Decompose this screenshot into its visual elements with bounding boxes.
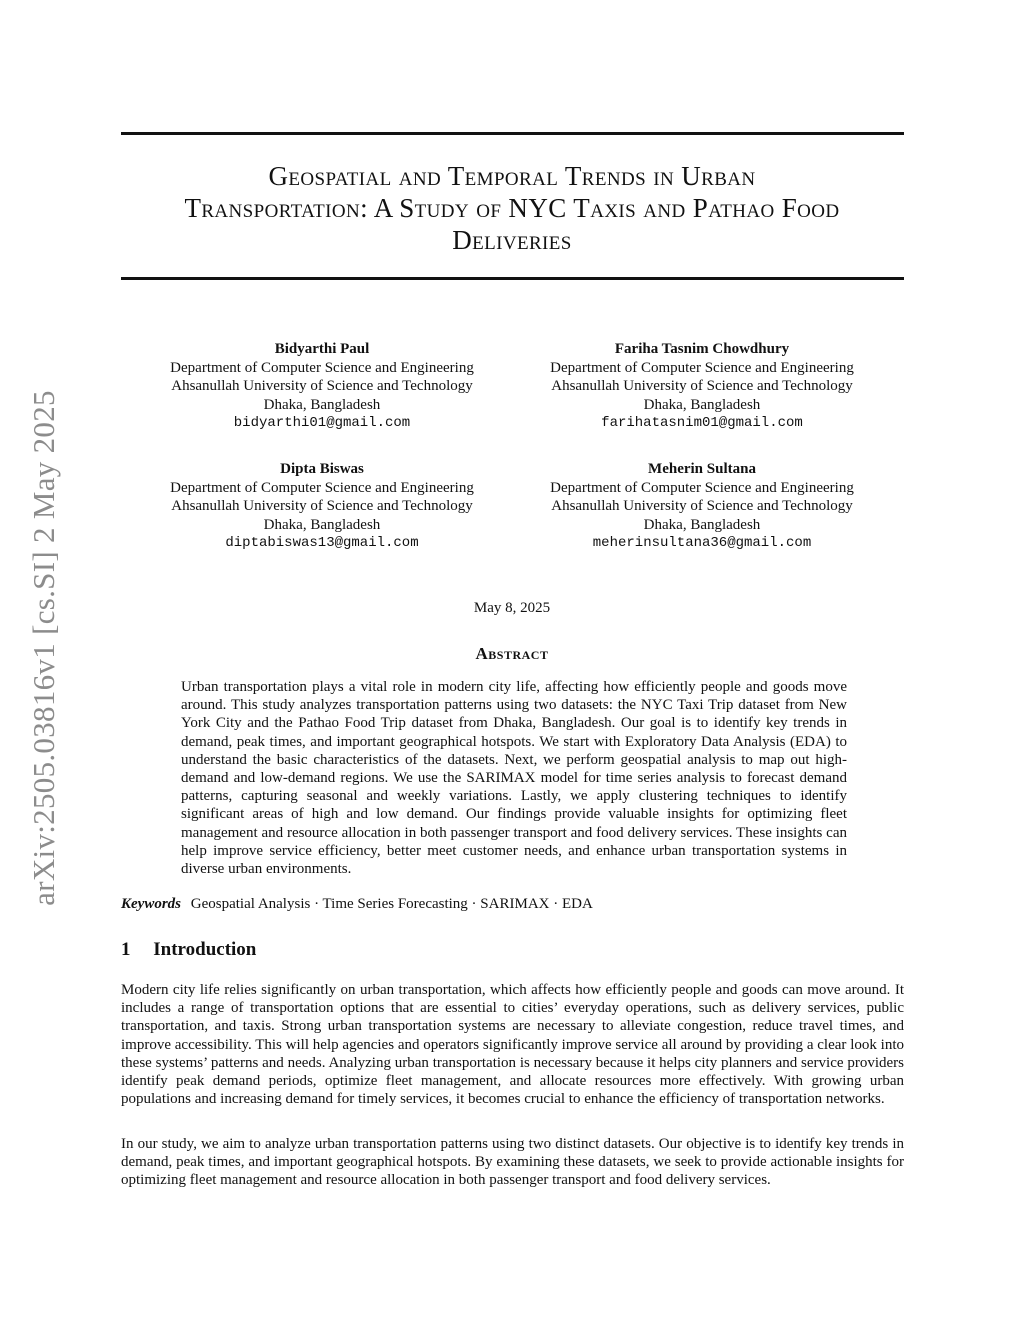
body-paragraph: In our study, we aim to analyze urban transportation patterns using two distinct datasets. Our objective is to identify key trends in demand, peak times, and important geographical hotspots. By examining these datasets, we seek to provide actionable insights for optimizing fleet management and resource allocation in both passenger transport and food delivery services. xyxy=(121,1136,904,1189)
author-name: Bidyarthi Paul xyxy=(274,341,370,357)
paper-date: May 8, 2025 xyxy=(473,600,551,616)
section-heading-introduction xyxy=(121,939,256,961)
author-email[interactable]: farihatasnim01@gmail.com xyxy=(601,415,803,431)
author-name: Fariha Tasnim Chowdhury xyxy=(614,341,790,357)
section-title: Introduction xyxy=(153,939,257,960)
author-university: Ahsanullah University of Science and Technology xyxy=(171,378,473,394)
title-line-1: Geospatial and Temporal Trends in Urban xyxy=(268,161,756,191)
author-location: Dhaka, Bangladesh xyxy=(263,396,381,413)
author-department: Department of Computer Science and Engineering xyxy=(550,359,854,376)
author-block xyxy=(512,340,892,433)
author-email[interactable]: bidyarthi01@gmail.com xyxy=(233,415,411,431)
author-department: Department of Computer Science and Engineering xyxy=(550,479,854,496)
author-department: Department of Computer Science and Engineering xyxy=(170,359,474,376)
author-university: Ahsanullah University of Science and Technology xyxy=(551,498,853,514)
body-paragraph: Modern city life relies significantly on urban transportation, which affects how efficiently people and goods can move around. It includes a range of transportation options that are essential to cities’ everyday operations, such as delivery services, public transportation, and taxis. Strong urban transportation systems are necessary to alleviate congestion, reduce travel times, and improve accessibility. This will help agencies and operators significantly improve service all around by providing a clear look into these systems’ patterns and needs. Analyzing urban transportation is necessary because it helps city planners and service providers identify peak demand periods, optimize fleet management, and allocate resources more effectively. With growing urban populations and increasing demand for timely services, it becomes crucial to enhance the efficiency of transportation networks. xyxy=(121,982,904,1108)
title-top-rule xyxy=(121,132,904,135)
author-university: Ahsanullah University of Science and Technology xyxy=(551,378,853,394)
section-number: 1 xyxy=(121,939,131,960)
title-line-2: Transportation: A Study of NYC Taxis and Pathao Food xyxy=(184,193,840,223)
author-location: Dhaka, Bangladesh xyxy=(263,516,381,533)
author-name: Dipta Biswas xyxy=(280,461,364,477)
author-university: Ahsanullah University of Science and Technology xyxy=(171,498,473,514)
author-location: Dhaka, Bangladesh xyxy=(643,396,761,413)
keywords-line xyxy=(121,896,904,913)
paper-title xyxy=(110,160,914,256)
abstract-text: Urban transportation plays a vital role in modern city life, affecting how efficiently people and goods move around. This study analyzes transportation patterns using two datasets: the NYC Taxi Trip dataset from New York City and the Pathao Food Trip dataset from Dhaka, Bangladesh. Our goal is to identify key trends in demand, peak times, and important geographical hotspots. We start with Exploratory Data Analysis (EDA) to understand the basic characteristics of the datasets. Next, we perform geospatial analysis to map out high-demand and low-demand regions. We use the SARIMAX model for time series analysis to forecast demand patterns, capturing seasonal and weekly variations. Lastly, we apply clustering techniques to identify significant areas of high and low demand. Our findings provide valuable insights for optimizing fleet management and resource allocation in both passenger transport and food delivery services. These insights can help improve service efficiency, better meet customer needs, and enhance urban transportation systems in diverse urban environments. xyxy=(181,679,847,878)
arxiv-identifier: arXiv:2505.03816v1 [cs.SI] 2 May 2025 xyxy=(26,390,61,906)
author-name: Meherin Sultana xyxy=(648,461,756,477)
author-email[interactable]: diptabiswas13@gmail.com xyxy=(225,535,419,551)
keywords-label: Keywords xyxy=(121,896,181,912)
title-bottom-rule xyxy=(121,277,904,280)
keywords-text: Geospatial Analysis · Time Series Forecasting · SARIMAX · EDA xyxy=(190,896,593,912)
author-block xyxy=(512,460,892,553)
author-location: Dhaka, Bangladesh xyxy=(643,516,761,533)
author-block xyxy=(132,460,512,553)
abstract-heading: Abstract xyxy=(475,644,549,663)
author-email[interactable]: meherinsultana36@gmail.com xyxy=(592,535,812,551)
title-line-3: Deliveries xyxy=(452,225,572,255)
author-department: Department of Computer Science and Engineering xyxy=(170,479,474,496)
author-block xyxy=(132,340,512,433)
